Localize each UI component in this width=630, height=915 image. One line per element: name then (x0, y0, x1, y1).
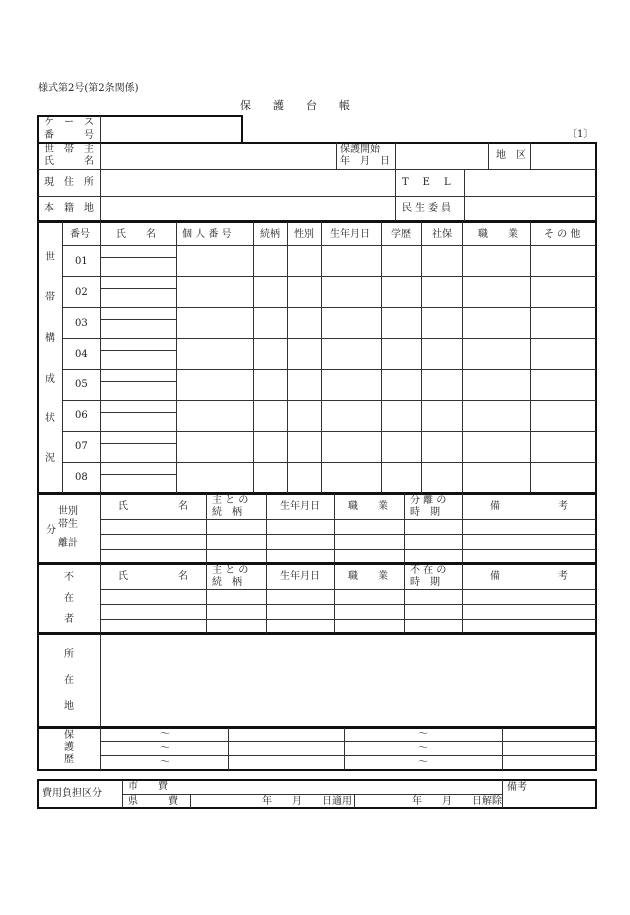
members-side-label-1: 世 (45, 252, 55, 263)
col-personal-number: 個 人 番 号 (182, 229, 232, 240)
household-members-table (37, 221, 597, 494)
row-number: 02 (75, 287, 88, 298)
pref-cost-label: 県 費 (128, 796, 178, 807)
whereabouts-box (37, 633, 597, 728)
whereabouts-side-label: 所 (64, 649, 74, 660)
row-number: 04 (75, 349, 88, 360)
domicile-label: 本 籍 地 (44, 203, 94, 214)
tel-label: T E L (402, 177, 453, 188)
district-label: 地 区 (496, 150, 526, 161)
canceled-date-label: 年 月 日解除 (412, 796, 502, 807)
form-number: 様式第2号(第2条関係) (38, 83, 139, 94)
col-name: 氏 名 (116, 229, 156, 240)
row-number: 03 (75, 318, 88, 329)
row-number: 07 (75, 441, 88, 452)
applied-date-label: 年 月 日適用 (262, 796, 352, 807)
col-social-insurance: 社保 (432, 229, 452, 240)
row-number: 01 (75, 256, 88, 267)
col-relation: 続柄 (260, 229, 280, 240)
col-occupation: 職 業 (478, 229, 518, 240)
page-mark: 〔1〕 (567, 129, 594, 140)
protection-history-table (37, 727, 597, 771)
row-number: 06 (75, 410, 88, 421)
current-address-label: 現 住 所 (44, 177, 94, 188)
col-education: 学歴 (391, 229, 411, 240)
case-number-field[interactable] (104, 120, 238, 138)
cost-burden-label: 費用負担区分 (42, 788, 102, 799)
history-side-label: 保 (64, 730, 74, 741)
row-number: 05 (75, 379, 88, 390)
col-number: 番号 (70, 229, 90, 240)
form-title: 保 護 台 帳 (240, 99, 350, 112)
household-head-label: 世 帯 主 (44, 144, 94, 155)
history-tilde: ～ (160, 729, 170, 740)
city-cost-label: 市 費 (128, 781, 168, 792)
separated-side-label: 世別 (58, 506, 78, 517)
case-number-label: ケ ー ス (44, 117, 94, 128)
cost-note-label: 備考 (507, 782, 527, 793)
col-other: そ の 他 (544, 229, 581, 240)
welfare-commissioner-label: 民生委員 (402, 203, 454, 214)
absent-side-label: 不 (64, 572, 74, 583)
protection-start-label: 保護開始 (340, 144, 380, 155)
col-sex: 性別 (294, 229, 314, 240)
col-birthdate: 生年月日 (330, 229, 370, 240)
row-number: 08 (75, 472, 88, 483)
